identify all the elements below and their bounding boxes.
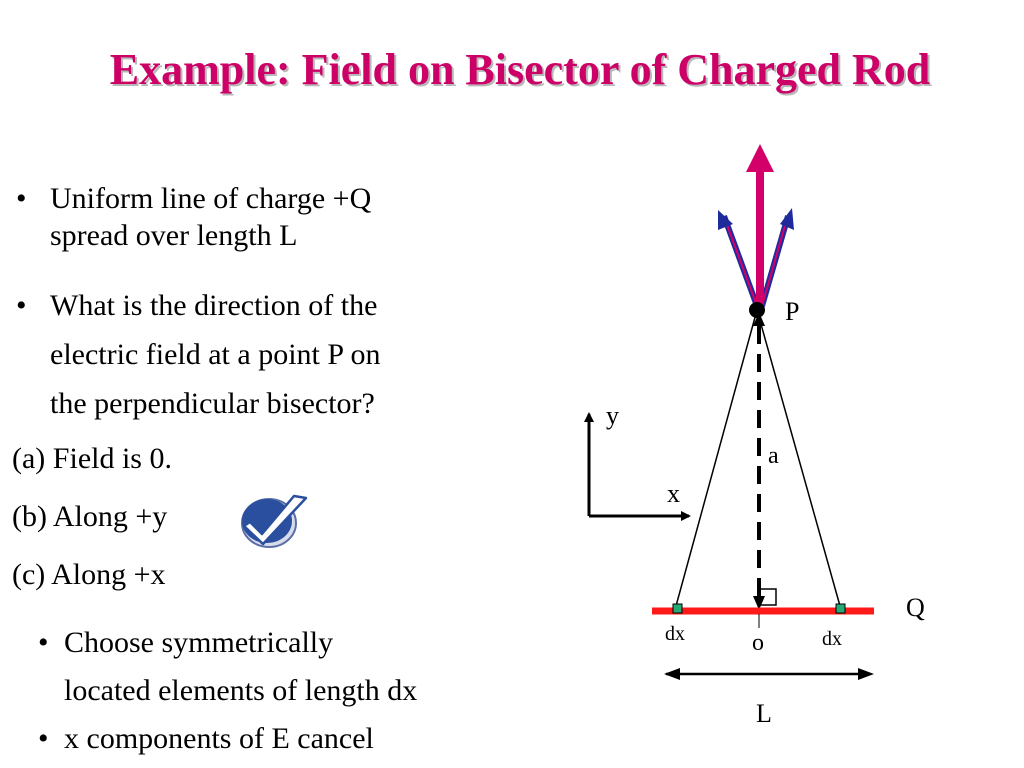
length-L-arrowhead-left xyxy=(664,668,680,680)
label-Q: Q xyxy=(906,593,925,622)
dx-element-right xyxy=(836,604,845,613)
line-P-to-left-dx xyxy=(676,310,757,606)
label-a: a xyxy=(768,443,779,469)
option-a: (a) Field is 0. xyxy=(12,442,172,475)
bullet-line: Uniform line of charge +Q xyxy=(50,182,372,215)
label-L: L xyxy=(756,699,772,728)
dx-element-left xyxy=(673,604,682,613)
sub-bullet-line: Choose symmetrically xyxy=(64,626,334,659)
label-dx-left: dx xyxy=(665,623,685,645)
bullet-line: spread over length L xyxy=(50,219,298,252)
left-component-arrow xyxy=(718,210,757,306)
option-b: (b) Along +y xyxy=(12,500,168,533)
bullet-dot: • xyxy=(16,289,27,322)
bullet-line: the perpendicular bisector? xyxy=(50,387,375,420)
bullet-dot: • xyxy=(16,182,27,215)
label-y: y xyxy=(606,401,619,430)
sub-bullet-line: x components of E cancel xyxy=(64,722,374,755)
label-dx-right: dx xyxy=(822,628,842,650)
bullet-line: electric field at a point P on xyxy=(50,338,381,371)
right-component-arrow xyxy=(762,208,794,306)
slide-title: Example: Field on Bisector of Charged Rod xyxy=(109,45,931,94)
option-c: (c) Along +x xyxy=(12,558,166,591)
label-x: x xyxy=(667,479,680,508)
bullet-dot: • xyxy=(38,626,49,659)
bullet-line: What is the direction of the xyxy=(50,289,378,322)
label-P: P xyxy=(785,297,800,326)
sub-bullet-line: located elements of length dx xyxy=(64,674,418,707)
bullet-dot: • xyxy=(38,722,49,755)
length-L-arrowhead-right xyxy=(858,668,874,680)
label-o: o xyxy=(752,630,764,656)
